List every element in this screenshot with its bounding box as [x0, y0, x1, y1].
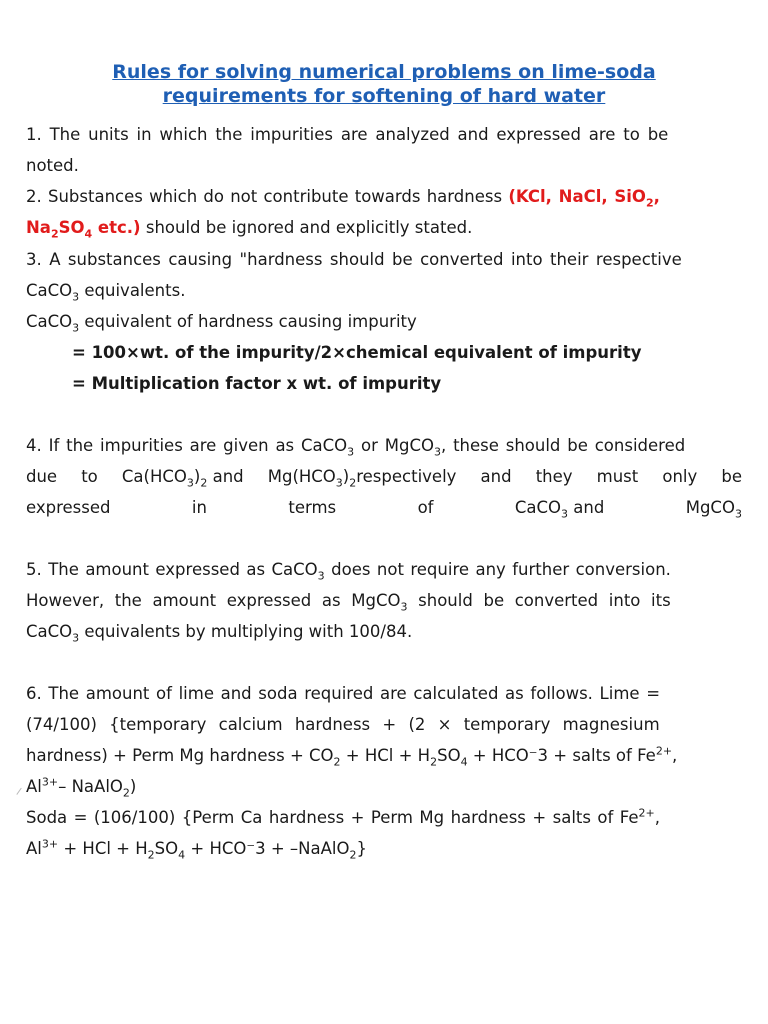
ignored-substances: (KCl, NaCl, SiO$_2$,: [508, 187, 660, 210]
rule-4-line-2: due to $Ca(HCO_3)_2$ and $Mg(HCO_3)_2respectively$ and they must only be: [26, 467, 742, 490]
title-line-1: Rules for solving numerical problems on lime-soda: [112, 61, 656, 83]
rule-3-line-2: CaCO$_3$ equivalents.: [26, 281, 186, 304]
rule-2-line-2: $Na_2SO_4$ etc.) should be ignored and explicitly stated.: [26, 218, 473, 241]
rule-5-line-2: However, the amount expressed as MgCO$_3$ should be converted into its: [26, 591, 671, 614]
rule-6-line-3: hardness) + Perm Mg hardness + $CO_2$ + HCl + $H_2SO_4 + HCO^-3$ + salts of $Fe^{2+}$,: [26, 744, 678, 769]
formula-line-2: = Multiplication factor x wt. of impurity: [72, 374, 442, 393]
rule-6-line-4: $Al^{3+}-$ NaAlO$_2$): [26, 775, 137, 800]
soda-line-1: Soda = (106/100) {Perm Ca hardness + Perm Mg hardness + salts of $Fe^{2+}$,: [26, 806, 660, 827]
rule-5-line-3: CaCO$_3$ equivalents by multiplying with 100/84.: [26, 622, 413, 645]
rule-4-line-3: expressed in terms of CaCO$_3$ and MgCO$_3$: [26, 498, 742, 521]
formula-line-1: = 100×wt. of the impurity/2×chemical equivalent of impurity: [72, 343, 642, 362]
rule-3-line-1: 3. A substances causing "hardness should be converted into their respective: [26, 250, 682, 269]
rule-5-line-1: 5. The amount expressed as CaCO$_3$ does not require any further conversion.: [26, 560, 671, 583]
rule-1-line-1: 1. The units in which the impurities are analyzed and expressed are to be: [26, 125, 669, 144]
rule-6-line-2: (74/100) {temporary calcium hardness + (2 × temporary magnesium: [26, 715, 660, 734]
rule-3-line-3: CaCO$_3$ equivalent of hardness causing impurity: [26, 312, 417, 335]
soda-line-2: $Al^{3+}$ + HCl + $H_2SO_4 + HCO^-3$ + –NaAlO$_2$}: [26, 837, 367, 862]
rule-4-line-1: 4. If the impurities are given as CaCO$_3$ or MgCO$_3$, these should be considered: [26, 436, 686, 459]
rule-1-line-2: noted.: [26, 156, 79, 175]
rule-6-line-1: 6. The amount of lime and soda required are calculated as follows. Lime =: [26, 684, 661, 703]
title-line-2: requirements for softening of hard water: [162, 85, 606, 107]
rule-2-line-1: 2. Substances which do not contribute towards hardness (KCl, NaCl, SiO$_2$,: [26, 187, 660, 210]
